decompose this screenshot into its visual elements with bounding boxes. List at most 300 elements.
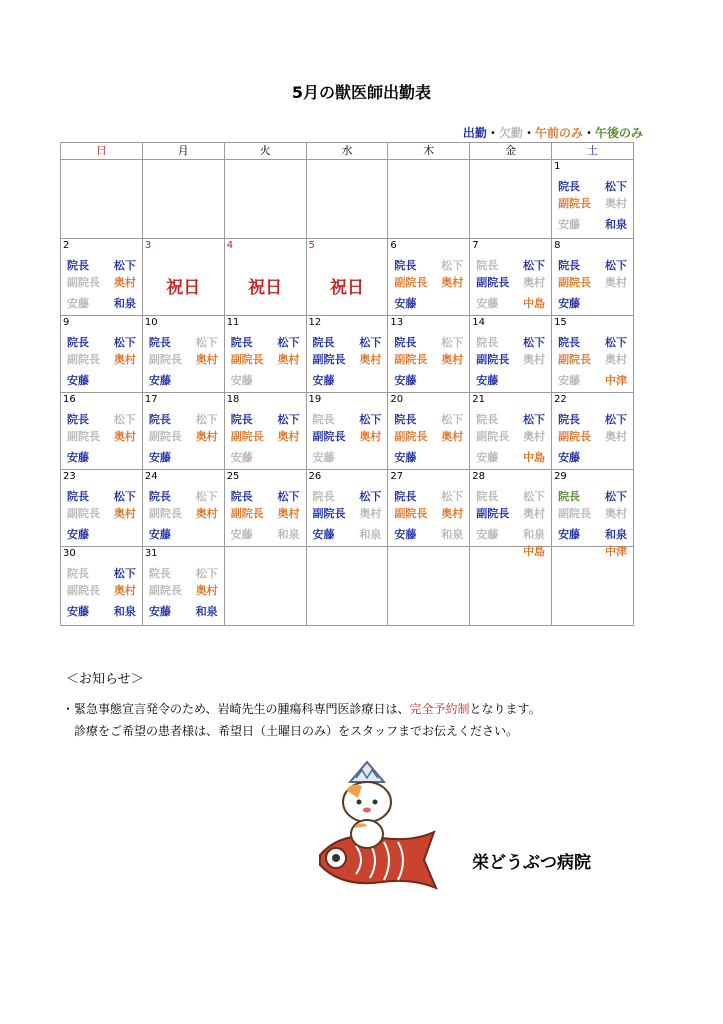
staff-name: 奥村 xyxy=(359,430,382,443)
staff-name: 松下 xyxy=(441,490,464,503)
staff-name: 奥村 xyxy=(605,430,627,443)
staff-name: 副院長 xyxy=(558,430,592,443)
staff-name: 中島 xyxy=(523,451,546,464)
staff-name: 副院長 xyxy=(230,430,264,443)
day-number: 8 xyxy=(554,240,561,251)
day-cell xyxy=(142,316,224,393)
legend-absent: 欠勤 xyxy=(498,126,523,140)
day-cell xyxy=(224,393,306,470)
day-number: 26 xyxy=(308,471,322,482)
staff-name: 院長 xyxy=(148,336,171,349)
staff-name: 松下 xyxy=(441,259,464,272)
staff-row xyxy=(552,505,633,522)
day-cell xyxy=(142,393,224,470)
staff-name: 副院長 xyxy=(394,276,428,289)
staff-name: 安藤 xyxy=(67,451,89,464)
staff-name: 安藤 xyxy=(148,451,171,464)
staff-row xyxy=(225,526,306,543)
staff-list xyxy=(61,411,142,466)
staff-name: 奥村 xyxy=(441,430,464,443)
staff-row xyxy=(552,351,633,368)
staff-list xyxy=(552,411,633,466)
staff-row xyxy=(388,351,469,368)
staff-name: 安藤 xyxy=(312,451,335,464)
day-number: 5 xyxy=(308,240,315,251)
staff-list xyxy=(388,488,469,543)
staff-row xyxy=(470,351,551,368)
staff-row xyxy=(61,334,142,351)
staff-name: 安藤 xyxy=(394,528,417,541)
staff-name: 安藤 xyxy=(230,374,253,387)
staff-name: 院長 xyxy=(476,336,499,349)
staff-row xyxy=(143,488,224,505)
staff-name: 松下 xyxy=(113,490,136,503)
staff-row xyxy=(552,488,633,505)
day-number: 25 xyxy=(226,471,240,482)
staff-list xyxy=(225,411,306,466)
staff-row xyxy=(61,428,142,445)
staff-name: 和泉 xyxy=(113,605,136,618)
staff-row xyxy=(388,411,469,428)
staff-row xyxy=(225,411,306,428)
staff-name: 安藤 xyxy=(230,528,253,541)
staff-row xyxy=(143,372,224,389)
day-cell-empty xyxy=(142,160,224,239)
staff-row xyxy=(225,505,306,522)
staff-name: 院長 xyxy=(394,336,417,349)
staff-name: 副院長 xyxy=(148,353,182,366)
staff-name: 奥村 xyxy=(277,353,300,366)
staff-name: 奥村 xyxy=(359,353,382,366)
day-cell-empty xyxy=(470,547,552,626)
staff-row xyxy=(143,505,224,522)
staff-list xyxy=(225,488,306,543)
day-cell xyxy=(61,316,143,393)
staff-name: 和泉 xyxy=(359,528,382,541)
day-cell xyxy=(224,470,306,547)
staff-name: 副院長 xyxy=(230,507,264,520)
staff-name: 安藤 xyxy=(312,374,335,387)
staff-row xyxy=(388,526,469,543)
day-cell xyxy=(306,239,388,316)
staff-name: 和泉 xyxy=(605,218,627,231)
day-cell xyxy=(470,316,552,393)
staff-name: 院長 xyxy=(67,336,89,349)
staff-name: 中津 xyxy=(605,374,627,387)
staff-list xyxy=(61,565,142,620)
staff-row xyxy=(307,351,388,368)
staff-row xyxy=(61,411,142,428)
staff-name: 松下 xyxy=(523,336,546,349)
staff-row xyxy=(225,351,306,368)
staff-name: 奥村 xyxy=(195,507,218,520)
staff-row xyxy=(307,505,388,522)
legend-afternoon: 午後のみ xyxy=(594,126,643,140)
staff-name: 副院長 xyxy=(67,507,100,520)
day-cell xyxy=(142,547,224,626)
staff-name: 松下 xyxy=(113,336,136,349)
staff-row xyxy=(61,565,142,582)
day-number: 17 xyxy=(144,394,158,405)
legend-present: 出勤 xyxy=(462,126,487,140)
staff-name: 松下 xyxy=(113,413,136,426)
staff-name: 副院長 xyxy=(148,584,182,597)
staff-name: 中島 xyxy=(523,297,546,310)
staff-row xyxy=(225,449,306,466)
day-number: 9 xyxy=(63,317,70,328)
day-number: 6 xyxy=(390,240,397,251)
day-number: 28 xyxy=(472,471,485,482)
staff-name: 安藤 xyxy=(558,297,581,310)
staff-name: 奥村 xyxy=(195,584,218,597)
staff-name: 院長 xyxy=(476,259,499,272)
staff-name: 松下 xyxy=(359,413,382,426)
day-cell xyxy=(388,470,470,547)
staff-name: 副院長 xyxy=(476,430,510,443)
hospital-name: 栄どうぶつ病院 xyxy=(472,853,591,873)
staff-name: 和泉 xyxy=(277,528,300,541)
staff-name: 奥村 xyxy=(113,430,136,443)
staff-name: 奥村 xyxy=(441,276,464,289)
staff-name: 奥村 xyxy=(195,353,218,366)
staff-row xyxy=(470,428,551,445)
staff-row xyxy=(552,216,633,233)
staff-name: 院長 xyxy=(476,490,499,503)
staff-list xyxy=(470,257,551,312)
staff-name: 安藤 xyxy=(476,374,499,387)
day-cell xyxy=(61,547,143,626)
cat-on-koinobori-illustration xyxy=(312,760,442,910)
staff-name: 奥村 xyxy=(277,507,300,520)
weekday-mon: 月 xyxy=(142,143,224,160)
staff-row xyxy=(552,411,633,428)
staff-name: 院長 xyxy=(67,567,89,580)
day-cell xyxy=(552,316,634,393)
staff-name: 副院長 xyxy=(558,276,592,289)
day-cell xyxy=(552,160,634,239)
staff-list xyxy=(470,334,551,389)
day-number: 24 xyxy=(144,471,158,482)
staff-name: 院長 xyxy=(558,490,581,503)
day-number: 4 xyxy=(226,240,234,251)
staff-name: 院長 xyxy=(394,413,417,426)
weekday-fri: 金 xyxy=(470,143,552,160)
staff-row xyxy=(470,257,551,274)
staff-row xyxy=(552,428,633,445)
day-cell xyxy=(552,470,634,558)
day-cell-empty xyxy=(306,547,388,626)
staff-row xyxy=(143,565,224,582)
staff-name: 安藤 xyxy=(476,297,499,310)
staff-name: 副院長 xyxy=(230,353,264,366)
staff-name: 院長 xyxy=(230,413,253,426)
staff-row xyxy=(552,526,633,543)
day-number: 3 xyxy=(144,240,152,251)
staff-name: 院長 xyxy=(394,259,417,272)
staff-name: 安藤 xyxy=(476,528,499,541)
staff-name: 安藤 xyxy=(148,605,171,618)
notice-line-1-b: となります。 xyxy=(469,702,541,716)
staff-name: 中津 xyxy=(605,545,627,558)
day-cell xyxy=(224,239,306,316)
staff-name: 副院長 xyxy=(148,507,182,520)
staff-name: 和泉 xyxy=(113,297,136,310)
staff-name: 奥村 xyxy=(523,507,546,520)
day-number: 13 xyxy=(390,317,404,328)
cat-icon xyxy=(343,762,391,848)
staff-name: 院長 xyxy=(148,567,171,580)
staff-list xyxy=(307,334,388,389)
staff-name: 奥村 xyxy=(605,276,627,289)
staff-list xyxy=(470,411,551,466)
day-number: 27 xyxy=(390,471,404,482)
staff-name: 中島 xyxy=(523,545,546,558)
day-number: 2 xyxy=(63,240,70,251)
staff-name: 松下 xyxy=(605,413,627,426)
staff-name: 奥村 xyxy=(359,507,382,520)
staff-name: 和泉 xyxy=(523,528,546,541)
day-number: 18 xyxy=(226,394,240,405)
staff-name: 院長 xyxy=(558,413,581,426)
staff-name: 安藤 xyxy=(394,451,417,464)
staff-row xyxy=(61,582,142,599)
staff-row xyxy=(307,411,388,428)
staff-name: 松下 xyxy=(113,567,136,580)
weekday-tue: 火 xyxy=(224,143,306,160)
staff-name: 松下 xyxy=(605,490,627,503)
legend xyxy=(463,124,643,141)
staff-row xyxy=(388,295,469,312)
staff-row xyxy=(143,603,224,620)
staff-name: 奥村 xyxy=(195,430,218,443)
day-cell xyxy=(306,393,388,470)
notice-body xyxy=(62,698,541,742)
day-cell xyxy=(470,393,552,470)
staff-name: 松下 xyxy=(113,259,136,272)
staff-row xyxy=(552,195,633,212)
staff-row xyxy=(470,488,551,505)
legend-sep: ・ xyxy=(582,126,595,140)
staff-row xyxy=(143,411,224,428)
staff-name: 院長 xyxy=(67,413,89,426)
staff-name: 副院長 xyxy=(67,276,100,289)
day-cell xyxy=(61,393,143,470)
staff-row xyxy=(143,428,224,445)
staff-list xyxy=(61,257,142,312)
staff-name: 院長 xyxy=(394,490,417,503)
staff-row xyxy=(143,582,224,599)
staff-name: 安藤 xyxy=(558,451,581,464)
staff-name: 院長 xyxy=(558,180,581,193)
staff-name: 安藤 xyxy=(148,374,171,387)
staff-name: 松下 xyxy=(195,490,218,503)
staff-list xyxy=(143,488,224,543)
day-number: 31 xyxy=(144,548,158,559)
staff-row xyxy=(552,372,633,389)
staff-row xyxy=(143,526,224,543)
staff-list xyxy=(143,411,224,466)
staff-row xyxy=(552,257,633,274)
staff-row xyxy=(143,351,224,368)
staff-name: 松下 xyxy=(441,413,464,426)
staff-row xyxy=(225,372,306,389)
staff-name: 副院長 xyxy=(148,430,182,443)
day-cell-empty xyxy=(388,547,470,626)
staff-name: 副院長 xyxy=(558,353,592,366)
day-number: 29 xyxy=(554,471,567,482)
staff-row xyxy=(61,257,142,274)
staff-name: 奥村 xyxy=(113,276,136,289)
staff-name: 奥村 xyxy=(605,197,627,210)
staff-row xyxy=(307,428,388,445)
day-number: 20 xyxy=(390,394,404,405)
staff-name: 院長 xyxy=(558,259,581,272)
staff-name: 松下 xyxy=(195,413,218,426)
staff-name: 松下 xyxy=(359,336,382,349)
staff-row xyxy=(61,526,142,543)
staff-row xyxy=(470,526,551,543)
staff-name: 松下 xyxy=(359,490,382,503)
staff-row xyxy=(61,372,142,389)
staff-list xyxy=(61,334,142,389)
staff-row xyxy=(307,372,388,389)
staff-name: 副院長 xyxy=(67,584,100,597)
staff-name: 奥村 xyxy=(523,276,546,289)
staff-row xyxy=(307,449,388,466)
staff-row xyxy=(225,428,306,445)
notice-highlight: 完全予約制 xyxy=(409,702,470,716)
day-number: 11 xyxy=(226,317,240,328)
day-cell-empty xyxy=(224,160,306,239)
staff-list xyxy=(61,488,142,543)
staff-list xyxy=(143,334,224,389)
staff-row xyxy=(61,449,142,466)
staff-name: 安藤 xyxy=(476,451,499,464)
staff-row xyxy=(470,295,551,312)
staff-name: 和泉 xyxy=(605,528,627,541)
staff-name: 安藤 xyxy=(558,374,581,387)
staff-name: 松下 xyxy=(523,490,546,503)
staff-name: 和泉 xyxy=(195,605,218,618)
day-cell xyxy=(388,316,470,393)
staff-name: 院長 xyxy=(230,490,253,503)
staff-row xyxy=(388,428,469,445)
staff-name: 奥村 xyxy=(277,430,300,443)
staff-row xyxy=(61,505,142,522)
day-cell xyxy=(470,470,552,558)
staff-name: 松下 xyxy=(605,180,627,193)
day-cell xyxy=(552,239,634,316)
day-cell xyxy=(61,470,143,547)
staff-list xyxy=(307,411,388,466)
staff-list xyxy=(225,334,306,389)
staff-name: 安藤 xyxy=(67,297,89,310)
staff-name: 安藤 xyxy=(67,528,89,541)
legend-sep: ・ xyxy=(486,126,499,140)
staff-name: 安藤 xyxy=(558,218,581,231)
staff-list xyxy=(388,257,469,312)
staff-row xyxy=(307,488,388,505)
staff-name: 安藤 xyxy=(558,528,581,541)
staff-name: 院長 xyxy=(312,336,335,349)
legend-sep: ・ xyxy=(522,126,535,140)
staff-row xyxy=(143,334,224,351)
day-cell-empty xyxy=(306,160,388,239)
staff-name: 副院長 xyxy=(394,507,428,520)
staff-name: 副院長 xyxy=(312,507,346,520)
staff-row xyxy=(470,372,551,389)
staff-name: 副院長 xyxy=(558,507,592,520)
staff-name: 松下 xyxy=(195,567,218,580)
staff-row xyxy=(552,295,633,312)
staff-list xyxy=(552,334,633,389)
staff-name: 副院長 xyxy=(476,507,510,520)
staff-row xyxy=(470,411,551,428)
staff-row xyxy=(388,488,469,505)
day-number: 1 xyxy=(554,161,561,172)
staff-name: 副院長 xyxy=(67,353,100,366)
staff-name: 奥村 xyxy=(113,507,136,520)
staff-list xyxy=(388,334,469,389)
staff-name: 松下 xyxy=(441,336,464,349)
staff-name: 安藤 xyxy=(67,605,89,618)
staff-name: 安藤 xyxy=(230,451,253,464)
day-cell-empty xyxy=(224,547,306,626)
staff-row xyxy=(470,334,551,351)
weekday-sun: 日 xyxy=(61,143,143,160)
day-cell xyxy=(224,316,306,393)
day-cell-empty xyxy=(388,160,470,239)
staff-list xyxy=(143,565,224,620)
staff-name: 奥村 xyxy=(113,584,136,597)
holiday-label: 祝日 xyxy=(329,278,364,298)
staff-name: 院長 xyxy=(558,336,581,349)
holiday-label: 祝日 xyxy=(248,278,283,298)
weekday-wed: 水 xyxy=(306,143,388,160)
staff-row xyxy=(552,449,633,466)
day-number: 16 xyxy=(63,394,76,405)
day-cell xyxy=(388,393,470,470)
staff-row xyxy=(388,334,469,351)
staff-name: 奥村 xyxy=(605,507,627,520)
staff-name: 安藤 xyxy=(394,297,417,310)
staff-name: 奥村 xyxy=(605,353,627,366)
staff-name: 副院長 xyxy=(476,353,510,366)
staff-name: 奥村 xyxy=(523,430,546,443)
day-number: 10 xyxy=(144,317,158,328)
staff-row xyxy=(61,351,142,368)
staff-name: 奥村 xyxy=(441,507,464,520)
staff-name: 松下 xyxy=(277,413,300,426)
legend-morning: 午前のみ xyxy=(534,126,583,140)
staff-name: 院長 xyxy=(148,413,171,426)
staff-row xyxy=(61,274,142,291)
staff-list xyxy=(552,257,633,312)
notice-heading: ＜お知らせ＞ xyxy=(66,672,144,687)
staff-row xyxy=(388,257,469,274)
staff-row xyxy=(470,449,551,466)
weekday-header xyxy=(61,143,634,160)
staff-row xyxy=(307,526,388,543)
staff-list xyxy=(552,178,633,233)
staff-name: 和泉 xyxy=(441,528,464,541)
staff-name: 院長 xyxy=(312,490,335,503)
staff-name: 院長 xyxy=(148,490,171,503)
page-title: 5月の獣医師出勤表 xyxy=(291,83,432,102)
notice-line-2: 診療をご希望の患者様は、希望日（土曜日のみ）をスタッフまでお伝えください。 xyxy=(74,724,519,738)
staff-name: 院長 xyxy=(230,336,253,349)
staff-row xyxy=(552,334,633,351)
